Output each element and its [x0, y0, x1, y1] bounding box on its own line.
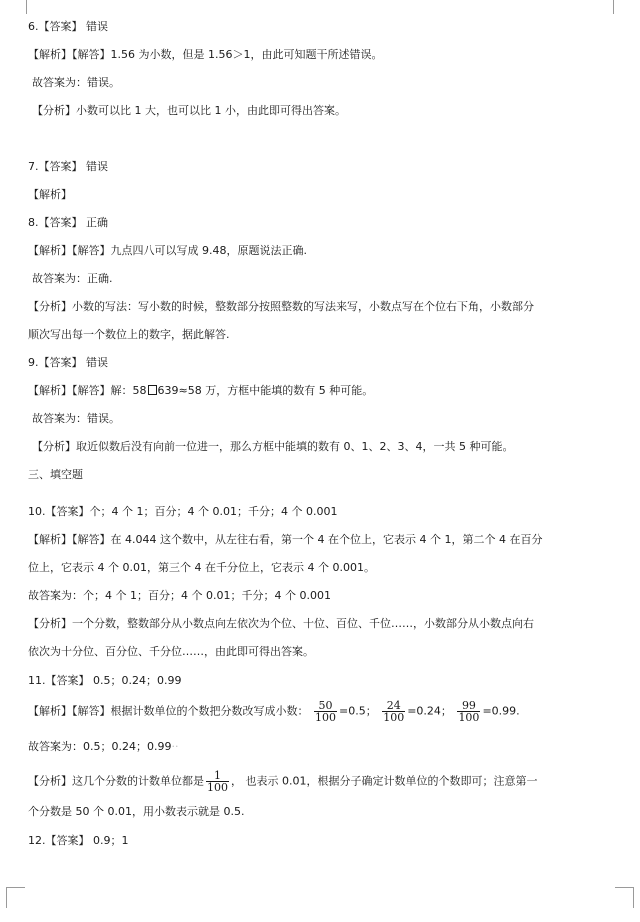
crop-mark-bottom-right — [615, 887, 634, 908]
q10-explanation-cont: 依次为十分位、百分位、千分位……，由此即可得出答案。 — [28, 645, 314, 658]
crop-mark-bottom-left — [6, 887, 25, 908]
q11-explanation-end: ， 也表示 0.01，根据分子确定计数单位的个数即可；注意第一 — [231, 774, 538, 788]
q8-analysis: 【解析】【解答】九点四八可以写成 9.48，原题说法正确. — [28, 244, 307, 257]
q10-analysis: 【解析】【解答】在 4.044 这个数中，从左往右看，第一个 4 在个位上，它表示 4 个 1，第二个 4 在百分 — [28, 533, 543, 546]
q11-value-3: =0.99. — [482, 704, 520, 718]
q10-conclusion: 故答案为：个；4 个 1；百分；4 个 0.01；千分；4 个 0.001 — [28, 589, 331, 602]
blank-box-icon — [148, 385, 157, 395]
q10-answer: 10.【答案】个；4 个 1；百分；4 个 0.01；千分；4 个 0.001 — [28, 505, 338, 518]
fraction-99-100: $\frac{99}{100}$ — [458, 699, 480, 724]
q6-conclusion: 故答案为：错误。 — [32, 76, 120, 89]
q6-analysis: 【解析】【解答】1.56 为小数，但是 1.56＞1，由此可知题干所述错误。 — [28, 48, 383, 61]
crop-mark-top-left — [12, 0, 27, 14]
q9-conclusion: 故答案为：错误。 — [32, 412, 120, 425]
q9-explanation: 【分析】取近似数后没有向前一位进一，那么方框中能填的数有 0、1、2、3、4，一共 5 种可能。 — [32, 440, 514, 453]
q8-explanation: 【分析】小数的写法：写小数的时候，整数部分按照整数的写法来写，小数点写在个位右下角，小数部分 — [28, 300, 534, 313]
q11-analysis — [28, 700, 520, 723]
q10-analysis-cont: 位上，它表示 4 个 0.01，第三个 4 在千分位上，它表示 4 个 0.001。 — [28, 561, 375, 574]
q11-value-1: =0.5； — [339, 704, 377, 718]
q11-explanation — [28, 770, 537, 793]
q6-answer: 6.【答案】 错误 — [28, 20, 108, 33]
q8-conclusion: 故答案为：正确. — [32, 272, 113, 285]
q11-answer: 11.【答案】 0.5；0.24；0.99 — [28, 674, 182, 687]
section-heading: 三、填空题 — [28, 468, 83, 481]
q11-conclusion-text: 故答案为：0.5；0.24；0.99 — [28, 740, 172, 753]
q11-explanation-start: 【分析】这几个分数的计数单位都是 — [28, 774, 204, 788]
q12-answer: 12.【答案】 0.9；1 — [28, 834, 129, 847]
q8-explanation-cont: 顺次写出每一个数位上的数字，据此解答. — [28, 328, 230, 341]
fraction-50-100: $\frac{50}{100}$ — [315, 699, 336, 724]
q11-analysis-text: 【解析】【解答】根据计数单位的个数把分数改写成小数： — [28, 704, 309, 718]
q11-explanation-cont: 个分数是 50 个 0.01，用小数表示就是 0.5. — [28, 805, 245, 818]
q8-answer: 8.【答案】 正确 — [28, 216, 108, 229]
q9-answer: 9.【答案】 错误 — [28, 356, 108, 369]
q11-value-2: =0.24； — [407, 704, 452, 718]
q7-answer: 7.【答案】 错误 — [28, 160, 108, 173]
q9-analysis-end: 639≈58 万，方框中能填的数有 5 种可能。 — [157, 384, 374, 397]
fraction-24-100: $\frac{24}{100}$ — [383, 699, 405, 724]
q9-analysis-start: 【解析】【解答】解：58 — [28, 384, 147, 397]
trailing-dots: ·· — [171, 740, 179, 753]
crop-mark-top-right — [613, 0, 628, 14]
fraction-1-100: $\frac{1}{100}$ — [207, 769, 228, 794]
q9-analysis — [28, 383, 373, 399]
q7-analysis: 【解析】 — [28, 188, 72, 201]
q6-explanation: 【分析】小数可以比 1 大，也可以比 1 小，由此即可得出答案。 — [32, 104, 346, 117]
q10-explanation: 【分析】一个分数，整数部分从小数点向左依次为个位、十位、百位、千位……，小数部分从小数点向右 — [28, 617, 534, 630]
q11-conclusion — [28, 739, 178, 755]
